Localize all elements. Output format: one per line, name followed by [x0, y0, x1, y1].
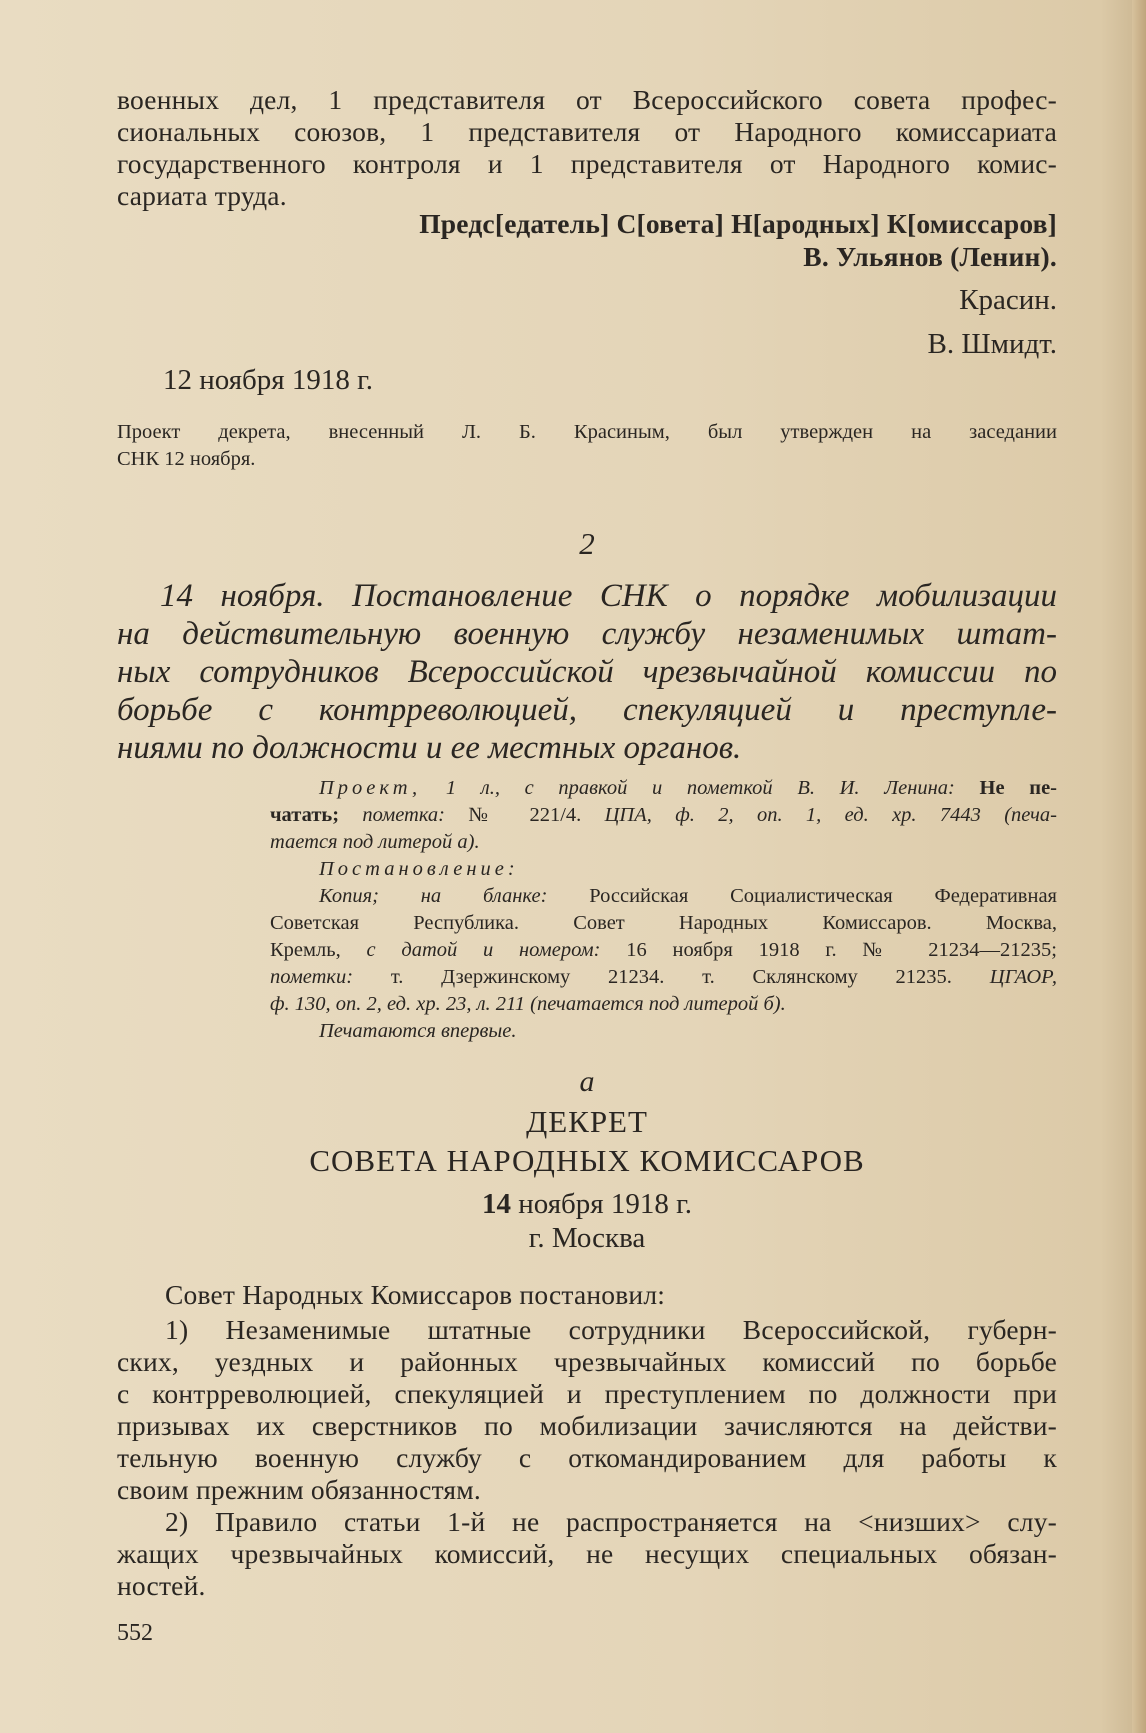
- heading-line: ниями по должности и ее местных органов.: [117, 730, 742, 766]
- decree-point-1: [117, 1314, 1057, 1506]
- decree-point-2: [117, 1506, 1057, 1602]
- point-line: с контрреволюцией, спекуляцией и преступлением по должности при: [117, 1378, 1057, 1409]
- signature-title: Предс[едатель] С[овета] Н[ародных] К[омиссаров]: [419, 208, 1057, 239]
- decree-title: ДЕКРЕТ: [526, 1104, 648, 1139]
- point-line: 2) Правило статьи 1-й не распространяется на <низших> слу-: [165, 1506, 1057, 1537]
- point-line: своим прежним обязанностям.: [117, 1474, 481, 1505]
- text-line: государственного контроля и 1 представителя от Народного комис-: [117, 148, 1057, 179]
- text-line: военных дел, 1 представителя от Всероссийского совета профес-: [117, 84, 1057, 115]
- heading-line: ных сотрудников Всероссийской чрезвычайной комиссии по: [117, 654, 1057, 690]
- decree-date: 14 ноября 1918 г.: [481, 1188, 693, 1220]
- note-line: Проект декрета, внесенный Л. Б. Красиным, был утвержден на заседании: [117, 421, 1057, 443]
- signer-shmidt: В. Шмидт.: [927, 328, 1057, 360]
- point-line: призывах их сверстников по мобилизации зачисляются на действи-: [117, 1410, 1057, 1441]
- heading-line: борьбе с контрреволюцией, спекуляцией и преступле-: [117, 692, 1057, 728]
- source-note: [270, 775, 1057, 1045]
- editorial-note: [117, 419, 1057, 473]
- section-heading: [117, 577, 1057, 767]
- heading-line: 14 ноября. Постановление СНК о порядке мобилизации: [160, 578, 1057, 614]
- decree-intro: Совет Народных Комиссаров постановил:: [165, 1279, 666, 1310]
- source-line: чатать; пометка: № 221/4. ЦПА, ф. 2, оп. 1, ед. хр. 7443 (печа-: [270, 804, 1057, 826]
- signer-krasin: Красин.: [959, 284, 1057, 316]
- text-line: сариата труда.: [117, 180, 287, 211]
- page-edge: [1132, 0, 1146, 1733]
- date-line: 12 ноября 1918 г.: [163, 364, 374, 396]
- signature-name: В. Ульянов (Ленин).: [803, 241, 1057, 272]
- source-line: пометки: т. Дзержинскому 21234. т. Склянскому 21235. ЦГАОР,: [270, 966, 1058, 988]
- point-line: 1) Незаменимые штатные сотрудники Всероссийской, губерн-: [165, 1314, 1057, 1345]
- point-line: ских, уездных и районных чрезвычайных комиссий по борьбе: [117, 1346, 1057, 1377]
- source-line: Проект, 1 л., с правкой и пометкой В. И. Ленина: Не пе-: [319, 777, 1057, 799]
- source-line: Печатаются впервые.: [319, 1020, 517, 1042]
- decree-title-sub: СОВЕТА НАРОДНЫХ КОМИССАРОВ: [309, 1143, 865, 1178]
- source-line: ф. 130, оп. 2, ед. хр. 23, л. 211 (печатается под литерой б).: [270, 993, 786, 1015]
- point-line: ностей.: [117, 1570, 206, 1601]
- section-number: 2: [579, 526, 595, 561]
- source-line: Советская Республика. Совет Народных Комиссаров. Москва,: [270, 912, 1057, 934]
- point-line: жащих чрезвычайных комиссий, не несущих специальных обязан-: [117, 1538, 1057, 1569]
- source-line: Кремль, с датой и номером: 16 ноября 1918 г. № 21234—21235;: [270, 939, 1057, 961]
- point-line: тельную военную службу с откомандированием для работы к: [117, 1442, 1057, 1473]
- decree-place: г. Москва: [528, 1222, 646, 1254]
- top-paragraph: [117, 84, 1057, 212]
- note-line: СНК 12 ноября.: [117, 448, 256, 470]
- document-letter: а: [579, 1065, 595, 1098]
- source-line: Копия; на бланке: Российская Социалистическая Федеративная: [319, 885, 1057, 907]
- heading-line: на действительную военную службу незаменимых штат-: [117, 616, 1057, 652]
- source-line: Постановление:: [319, 858, 519, 880]
- source-line: тается под литерой а).: [270, 831, 480, 853]
- text-line: сиональных союзов, 1 представителя от Народного комиссариата: [117, 116, 1057, 147]
- page-number: 552: [117, 1620, 153, 1646]
